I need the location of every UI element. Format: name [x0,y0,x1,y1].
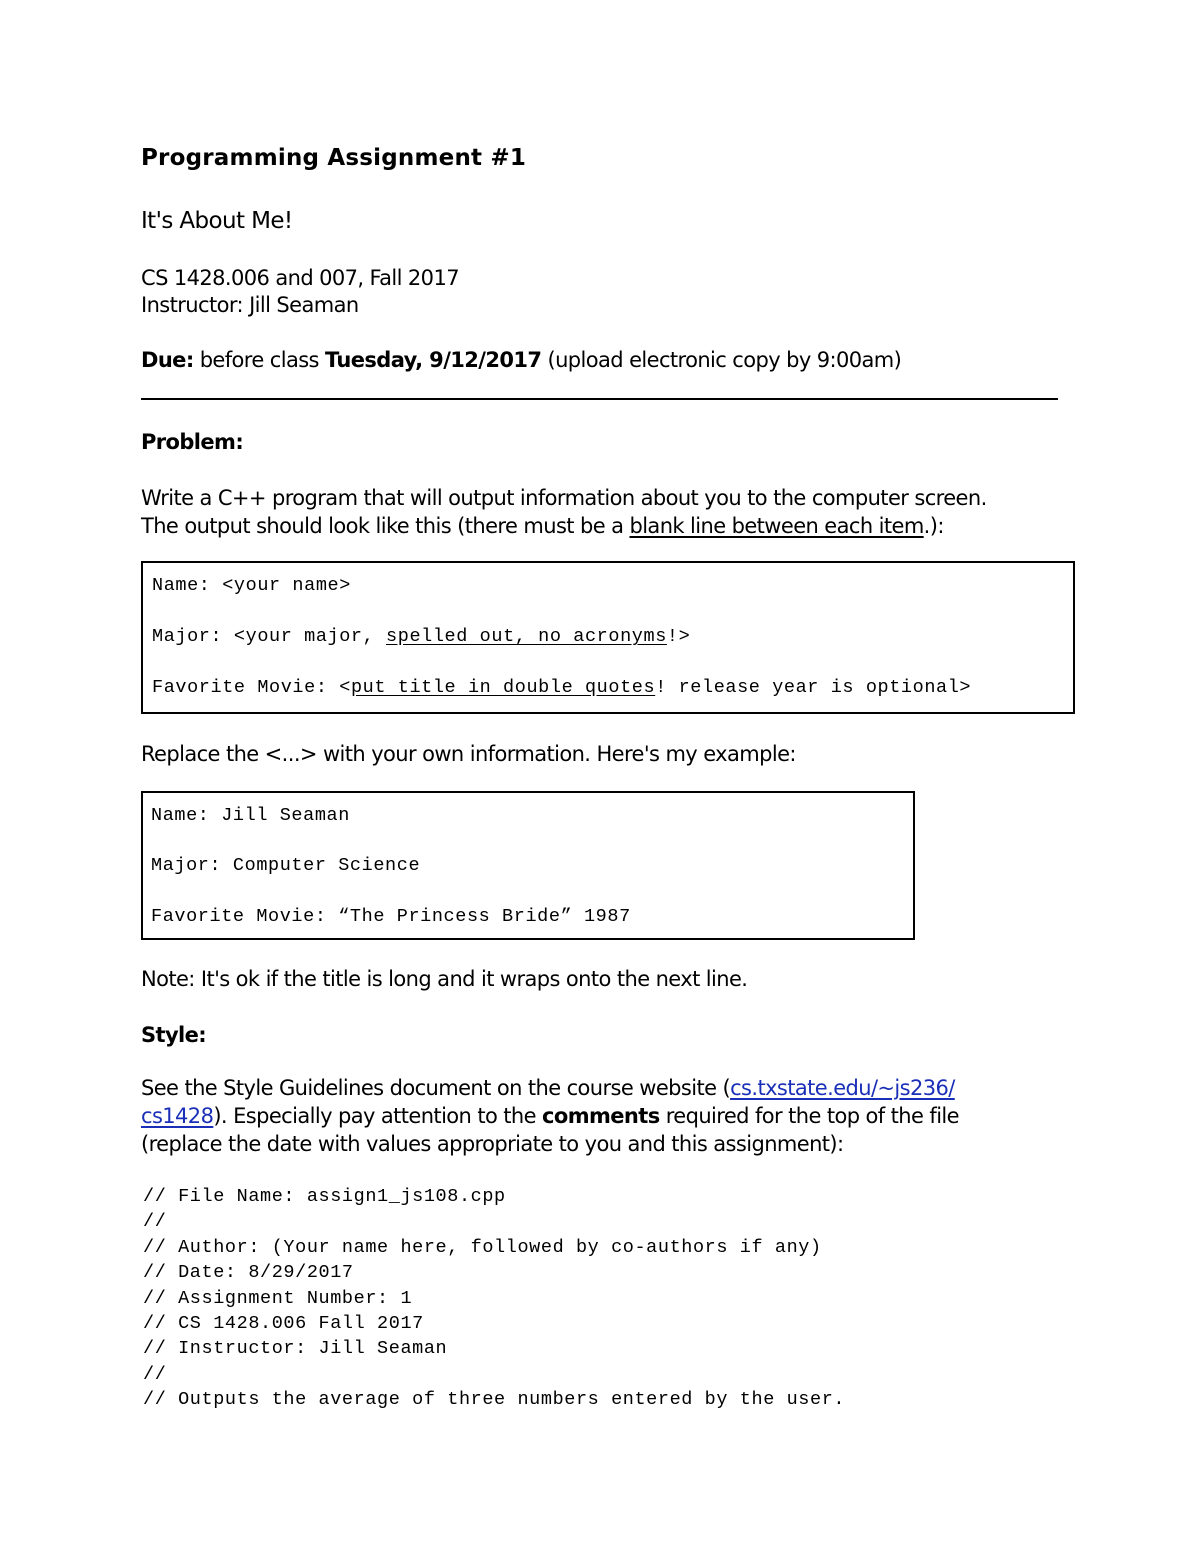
example-name-line: Name: Jill Seaman [151,805,350,826]
style-line-3: (replace the date with values appropriate to you and this assignment): [141,1132,844,1156]
style-comments-bold: comments [542,1104,660,1128]
replace-instructions: Replace the <...> with your own information. Here's my example: [141,742,796,766]
problem-line-2-post: .): [923,514,944,538]
style-line-1 [141,1074,955,1102]
code-comment-block [143,1184,845,1413]
style-line-2-pre: ). Especially pay attention to the [213,1104,543,1128]
problem-line-1: Write a C++ program that will output information about you to the computer screen. [141,486,987,510]
problem-heading: Problem: [141,430,244,454]
template-major-post: !> [666,626,691,647]
style-line-2 [141,1102,959,1130]
problem-line-2-pre: The output should look like this (there must be a [141,514,630,538]
style-line-1-pre: See the Style Guidelines document on the course website ( [141,1076,731,1100]
template-name-line: Name: <your name> [152,575,351,596]
template-major-line [152,625,690,649]
code-line: // CS 1428.006 Fall 2017 [143,1313,424,1335]
template-major-pre: Major: <your major, [152,626,387,647]
code-line: // Instructor: Jill Seaman [143,1338,448,1360]
code-line: // Outputs the average of three numbers entered by the user. [143,1389,846,1411]
style-line-2-post: required for the top of the file [659,1104,959,1128]
problem-line-2-underlined: blank line between each item [629,514,924,538]
course-website-link-part-2[interactable]: cs1428 [141,1104,214,1128]
style-heading: Style: [141,1023,207,1047]
due-line [141,346,901,374]
template-major-underlined: spelled out, no acronyms [386,626,667,647]
due-post: (upload electronic copy by 9:00am) [541,348,902,372]
problem-line-2 [141,512,944,540]
example-major-line: Major: Computer Science [151,855,421,876]
course-line: CS 1428.006 and 007, Fall 2017 [141,266,459,290]
code-line: // [143,1363,167,1385]
due-date: Tuesday, 9/12/2017 [324,348,542,372]
page-title: Programming Assignment #1 [141,145,527,171]
code-line: // Author: (Your name here, followed by co-authors if any) [143,1236,822,1258]
code-line: // [143,1211,167,1233]
code-line: // File Name: assign1_js108.cpp [143,1186,506,1207]
horizontal-rule [141,398,1058,400]
template-movie-underlined: put title in double quotes [350,677,656,698]
template-movie-line [152,676,971,700]
due-label: Due: [141,348,194,372]
due-pre: before class [193,348,325,372]
template-movie-post: ! release year is optional> [655,677,972,698]
template-movie-pre: Favorite Movie: < [152,677,351,698]
course-website-link-part-1[interactable]: cs.txstate.edu/~js236/ [730,1076,955,1100]
example-movie-line: Favorite Movie: “The Princess Bride” 1987 [151,906,631,927]
code-line: // Assignment Number: 1 [143,1287,413,1309]
page-subtitle: It's About Me! [141,208,293,234]
note-text: Note: It's ok if the title is long and it wraps onto the next line. [141,967,748,991]
code-line: // Date: 8/29/2017 [143,1262,354,1284]
instructor-line: Instructor: Jill Seaman [141,293,359,317]
